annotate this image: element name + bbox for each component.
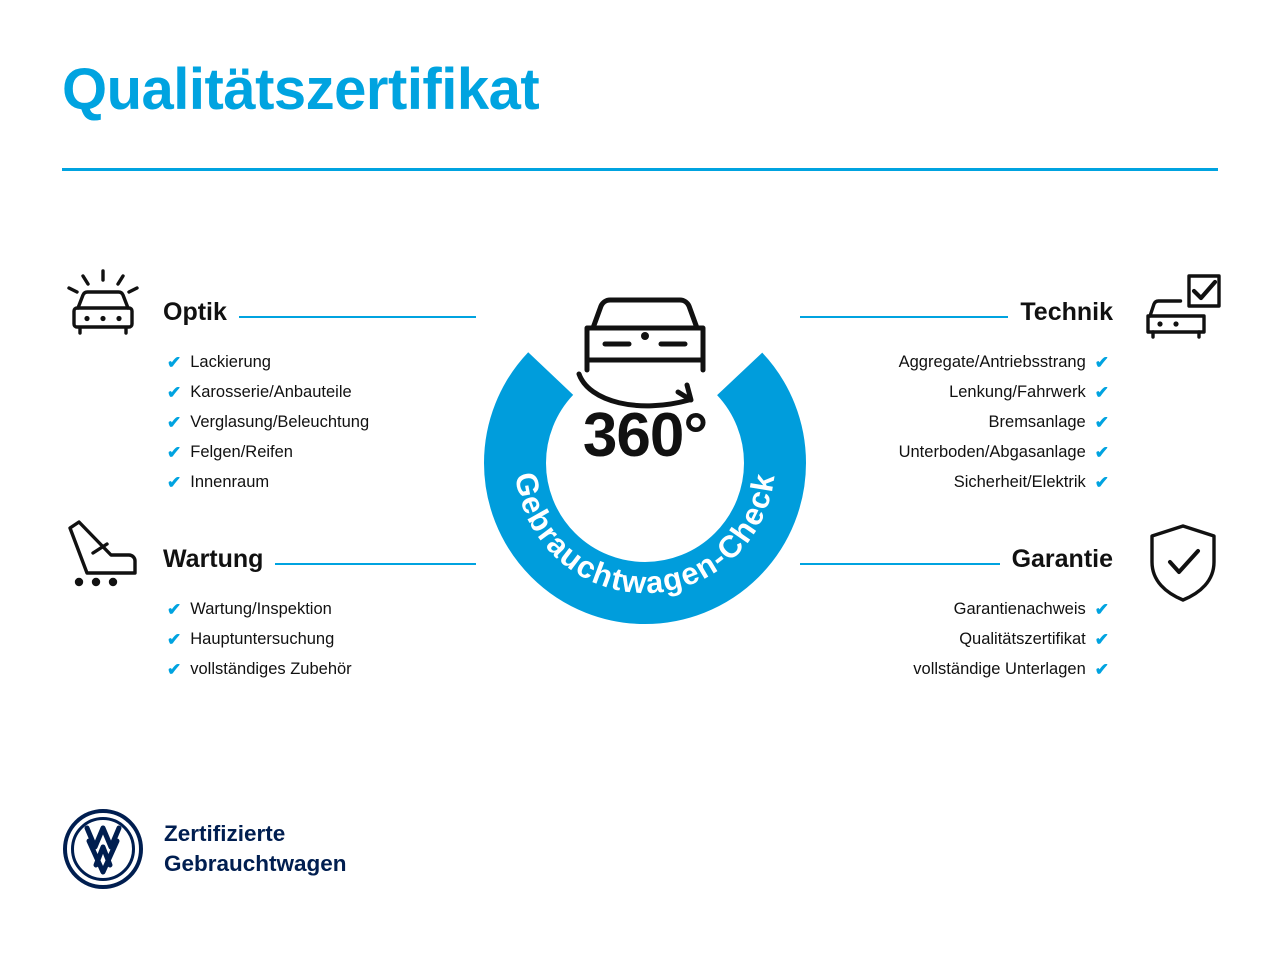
- list-item: [800, 467, 1109, 497]
- section-title: Technik: [1020, 298, 1113, 326]
- section-garantie: [800, 547, 1113, 700]
- check-icon: ✔: [1094, 442, 1109, 462]
- section-divider: [239, 316, 476, 318]
- list-item-label: Lenkung/Fahrwerk: [949, 383, 1086, 401]
- list-item-label: Felgen/Reifen: [190, 443, 293, 461]
- check-icon: ✔: [1094, 412, 1109, 432]
- section-optik-header: [163, 300, 476, 325]
- section-garantie-header: [800, 547, 1113, 572]
- car-service-lift-icon: [60, 512, 146, 603]
- section-technik: [800, 300, 1113, 513]
- check-icon: ✔: [1094, 352, 1109, 372]
- check-icon: ✔: [1094, 382, 1109, 402]
- check-icon: ✔: [167, 659, 182, 679]
- section-optik-list: [167, 347, 476, 497]
- footer-line-2: Gebrauchtwagen: [164, 851, 347, 876]
- car-wash-icon: [60, 260, 146, 351]
- check-icon: ✔: [167, 412, 182, 432]
- list-item: [800, 594, 1109, 624]
- list-item-label: Sicherheit/Elektrik: [953, 473, 1086, 491]
- check-icon: ✔: [1094, 599, 1109, 619]
- shield-check-icon: [1148, 522, 1218, 609]
- list-item: [167, 407, 476, 437]
- section-wartung-header: [163, 547, 476, 572]
- list-item-label: Innenraum: [190, 473, 270, 491]
- list-item-label: Garantienachweis: [953, 600, 1086, 618]
- list-item: [800, 437, 1109, 467]
- footer-text: [164, 819, 347, 880]
- footer-line-1: Zertifizierte: [164, 820, 286, 846]
- gebrauchtwagen-check-badge: [455, 248, 835, 648]
- vw-logo-icon: [62, 808, 144, 890]
- list-item-label: vollständige Unterlagen: [913, 660, 1086, 678]
- list-item-label: Lackierung: [190, 353, 271, 371]
- check-icon: ✔: [1094, 659, 1109, 679]
- check-icon: ✔: [1094, 472, 1109, 492]
- section-technik-header: [800, 300, 1113, 325]
- list-item: [800, 377, 1109, 407]
- list-item: [167, 347, 476, 377]
- list-item-label: Hauptuntersuchung: [190, 630, 335, 648]
- list-item: [800, 624, 1109, 654]
- list-item-label: Karosserie/Anbauteile: [190, 383, 352, 401]
- list-item: [800, 347, 1109, 377]
- list-item: [167, 594, 476, 624]
- check-icon: ✔: [167, 472, 182, 492]
- list-item: [167, 437, 476, 467]
- section-optik: [163, 300, 476, 513]
- section-title: Garantie: [1011, 545, 1113, 573]
- check-icon: ✔: [167, 599, 182, 619]
- list-item: [800, 407, 1109, 437]
- list-item: [167, 377, 476, 407]
- list-item-label: Wartung/Inspektion: [190, 600, 332, 618]
- footer-brand: [62, 808, 347, 890]
- check-icon: ✔: [167, 629, 182, 649]
- section-divider: [275, 563, 476, 565]
- section-title: Optik: [163, 298, 227, 326]
- section-garantie-list: [800, 594, 1109, 684]
- section-title: Wartung: [163, 545, 264, 573]
- list-item-label: Unterboden/Abgasanlage: [898, 443, 1086, 461]
- section-wartung-list: [167, 594, 476, 684]
- badge-value: 360°: [582, 401, 708, 470]
- list-item: [167, 467, 476, 497]
- check-icon: ✔: [167, 352, 182, 372]
- list-item-label: Aggregate/Antriebsstrang: [898, 353, 1086, 371]
- check-icon: ✔: [1094, 629, 1109, 649]
- list-item-label: Bremsanlage: [988, 413, 1086, 431]
- list-item: [800, 654, 1109, 684]
- section-wartung: [163, 547, 476, 700]
- page-title: Qualitätszertifikat: [62, 57, 540, 122]
- car-rotate-icon: [579, 300, 703, 406]
- check-icon: ✔: [167, 442, 182, 462]
- list-item-label: Qualitätszertifikat: [959, 630, 1086, 648]
- badge-ring-text: Gebrauchtwagen-Check: [508, 469, 782, 601]
- list-item: [167, 654, 476, 684]
- list-item-label: Verglasung/Beleuchtung: [190, 413, 370, 431]
- list-item: [167, 624, 476, 654]
- section-technik-list: [800, 347, 1109, 497]
- list-item-label: vollständiges Zubehör: [190, 660, 352, 678]
- title-divider: [62, 168, 1218, 171]
- check-icon: ✔: [167, 382, 182, 402]
- car-check-icon: [1140, 266, 1226, 357]
